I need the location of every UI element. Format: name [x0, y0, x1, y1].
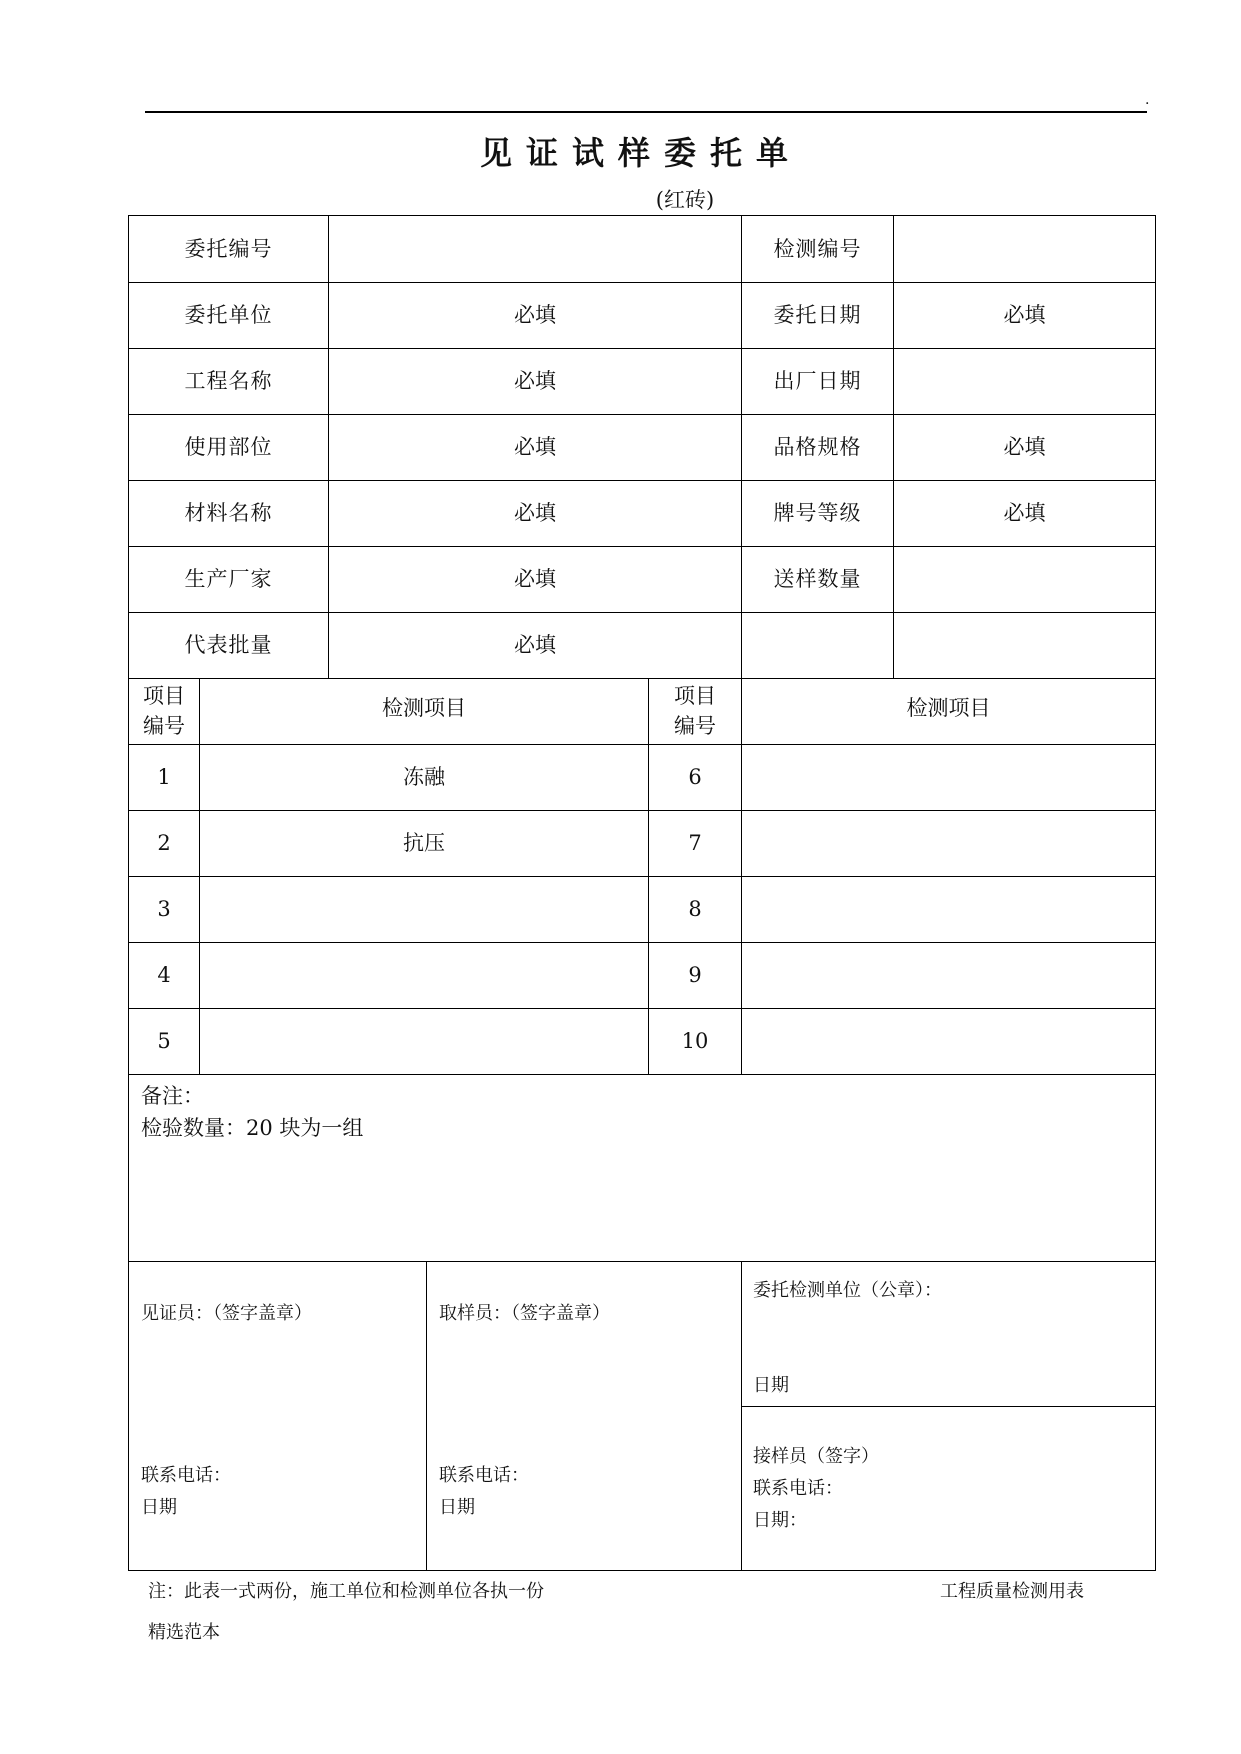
corner-mark: . — [1145, 92, 1150, 108]
row-divider — [741, 1406, 1155, 1407]
value-test-no[interactable] — [894, 216, 1155, 282]
item-no: 5 — [157, 1028, 171, 1053]
witness-date: 日期 — [141, 1497, 177, 1518]
page-subtitle: (红砖) — [655, 188, 715, 212]
item-name[interactable]: 抗压 — [403, 830, 445, 855]
label-entrust-unit: 委托单位 — [184, 302, 273, 327]
receiver-phone: 联系电话： — [753, 1478, 843, 1499]
unit-date: 日期 — [753, 1375, 789, 1396]
header-rule — [145, 111, 1147, 113]
label-project-name: 工程名称 — [184, 368, 273, 393]
value-project-name[interactable]: 必填 — [514, 368, 556, 393]
sampler-date: 日期 — [439, 1497, 475, 1518]
col-divider — [741, 1261, 742, 1570]
value-material-name[interactable]: 必填 — [514, 500, 556, 525]
item-no: 2 — [157, 830, 171, 855]
receiver-date: 日期： — [753, 1510, 807, 1531]
items-no-header-line2: 编号 — [674, 714, 716, 738]
witness-label: 见证员：（签字盖章） — [141, 1303, 312, 1324]
item-no: 4 — [157, 962, 171, 987]
value-empty[interactable] — [894, 612, 1155, 678]
label-spec: 品格规格 — [773, 434, 862, 459]
item-name[interactable] — [742, 1008, 1155, 1074]
item-name[interactable] — [200, 942, 648, 1008]
value-grade[interactable]: 必填 — [1003, 500, 1046, 525]
item-no: 7 — [688, 830, 702, 855]
item-no: 6 — [688, 764, 702, 789]
item-name[interactable] — [742, 876, 1155, 942]
witness-phone: 联系电话： — [141, 1465, 231, 1486]
label-manufacturer: 生产厂家 — [184, 566, 273, 591]
label-test-no: 检测编号 — [773, 236, 862, 261]
footer-form-type: 工程质量检测用表 — [940, 1581, 1084, 1602]
items-no-header-right — [649, 678, 741, 744]
value-spec[interactable]: 必填 — [1003, 434, 1046, 459]
value-entrust-unit[interactable]: 必填 — [514, 302, 556, 327]
row-divider — [129, 1074, 1155, 1075]
item-name[interactable] — [200, 1008, 648, 1074]
item-name[interactable] — [742, 942, 1155, 1008]
items-no-header-line2: 编号 — [143, 714, 185, 738]
receiver-label: 接样员（签字） — [753, 1446, 879, 1467]
value-factory-date[interactable] — [894, 348, 1155, 414]
items-header-right: 检测项目 — [906, 695, 991, 720]
value-manufacturer[interactable]: 必填 — [514, 566, 556, 591]
value-batch-size[interactable]: 必填 — [514, 632, 556, 657]
value-entrust-date[interactable]: 必填 — [1003, 302, 1046, 327]
col-divider — [426, 1261, 427, 1570]
value-entrust-no[interactable] — [329, 216, 741, 282]
remarks-label: 备注： — [141, 1084, 204, 1108]
item-name[interactable]: 冻融 — [403, 764, 445, 789]
value-usage-location[interactable]: 必填 — [514, 434, 556, 459]
item-name[interactable] — [742, 744, 1155, 810]
label-factory-date: 出厂日期 — [773, 368, 862, 393]
entrust-form — [128, 215, 1156, 1571]
label-batch-size: 代表批量 — [184, 632, 273, 657]
footer-note: 注：此表一式两份，施工单位和检测单位各执一份 — [148, 1581, 544, 1602]
item-no: 3 — [157, 896, 171, 921]
item-no: 10 — [681, 1028, 709, 1053]
remarks-text: 检验数量：20 块为一组 — [141, 1116, 364, 1140]
label-entrust-date: 委托日期 — [773, 302, 862, 327]
page-title: 见证试样委托单 — [479, 134, 802, 172]
item-no: 9 — [688, 962, 702, 987]
label-material-name: 材料名称 — [184, 500, 273, 525]
label-grade: 牌号等级 — [773, 500, 862, 525]
sampler-phone: 联系电话： — [439, 1465, 529, 1486]
items-no-header-line1: 项目 — [674, 683, 716, 708]
unit-label: 委托检测单位（公章）： — [753, 1280, 942, 1301]
item-no: 8 — [688, 896, 702, 921]
label-entrust-no: 委托编号 — [184, 236, 273, 261]
label-sample-qty: 送样数量 — [773, 566, 862, 591]
value-sample-qty[interactable] — [894, 546, 1155, 612]
item-name[interactable] — [200, 876, 648, 942]
items-no-header-line1: 项目 — [143, 683, 185, 708]
sampler-label: 取样员：（签字盖章） — [439, 1303, 610, 1324]
row-divider — [129, 1261, 1155, 1262]
item-name[interactable] — [742, 810, 1155, 876]
items-no-header-left — [129, 678, 199, 744]
items-header-left: 检测项目 — [382, 695, 466, 720]
item-no: 1 — [157, 764, 171, 789]
label-usage-location: 使用部位 — [184, 434, 273, 459]
footer-bottom: 精选范本 — [148, 1622, 220, 1643]
label-empty — [742, 612, 893, 678]
